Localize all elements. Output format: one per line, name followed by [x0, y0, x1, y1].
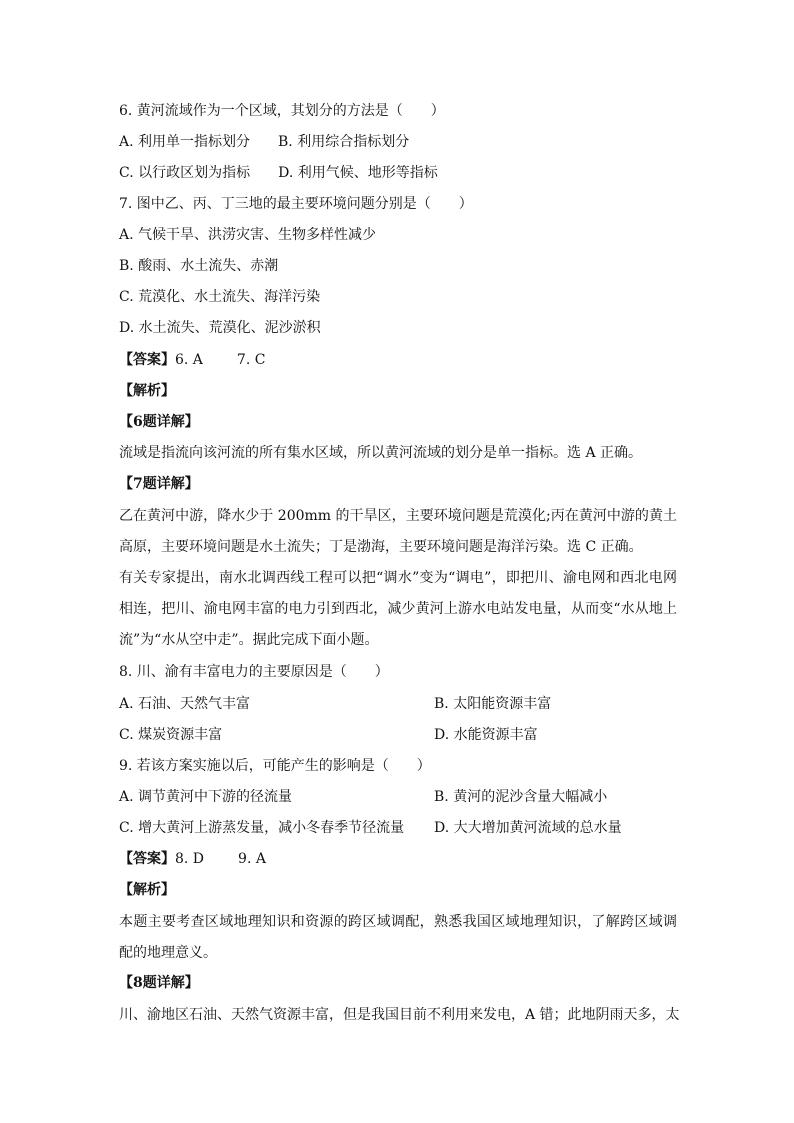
answer-8: 8. D	[175, 851, 205, 867]
detail-7-heading: 【7题详解】	[119, 476, 199, 492]
q7-option-d: D. 水土流失、荒漠化、泥沙淤积	[119, 320, 321, 336]
q9-option-a: A. 调节黄河中下游的径流量	[119, 789, 293, 805]
q9-option-d: D. 大大增加黄河流域的总水量	[434, 820, 622, 836]
answer-9: 9. A	[238, 851, 266, 867]
q7-option-c: C. 荒漠化、水土流失、海洋污染	[119, 289, 321, 305]
answer-label: 【答案】	[119, 352, 175, 368]
answer-7: 7. C	[236, 352, 266, 368]
q9-option-b: B. 黄河的泥沙含量大幅减小	[434, 789, 608, 805]
answer-line-2	[119, 849, 266, 869]
analysis-2-body: 本题主要考查区域地理知识和资源的跨区域调配，熟悉我国区域地理知识，了解跨区域调配的地理意义。	[119, 914, 677, 961]
q6-option-c: C. 以行政区划为指标	[119, 165, 251, 181]
q6-stem: 6. 黄河流域作为一个区域，其划分的方法是（ ）	[119, 103, 445, 119]
q6-options-row-1	[119, 132, 679, 152]
q6-options-row-2	[119, 163, 679, 183]
q9-stem: 9. 若该方案实施以后，可能产生的影响是（ ）	[119, 758, 431, 774]
q8-options-row-2	[119, 725, 679, 745]
detail-7-body: 乙在黄河中游，降水少于 200mm 的干旱区，主要环境问题是荒漠化;丙在黄河中游的黄土高原，主要环境问题是水土流失；丁是渤海，主要环境问题是海洋污染。选 C 正确。	[119, 508, 677, 555]
q9-options-row-1	[119, 787, 679, 807]
q7-option-b: B. 酸雨、水土流失、赤潮	[119, 258, 279, 274]
q6-option-b: B. 利用综合指标划分	[278, 134, 410, 150]
answer-6: 6. A	[175, 352, 203, 368]
analysis-heading-2: 【解析】	[119, 882, 175, 898]
analysis-heading-1: 【解析】	[119, 383, 175, 399]
q8-options-row-1	[119, 694, 679, 714]
q8-option-d: D. 水能资源丰富	[434, 727, 538, 743]
q7-stem: 7. 图中乙、丙、丁三地的最主要环境问题分别是（ ）	[119, 196, 473, 212]
q9-options-row-2	[119, 818, 679, 838]
q8-option-c: C. 煤炭资源丰富	[119, 727, 223, 743]
detail-6-body: 流域是指流向该河流的所有集水区域，所以黄河流域的划分是单一指标。选 A 正确。	[119, 445, 643, 461]
q8-option-b: B. 太阳能资源丰富	[434, 696, 552, 712]
q6-option-d: D. 利用气候、地形等指标	[278, 165, 438, 181]
q9-option-c: C. 增大黄河上游蒸发量，减小冬春季节径流量	[119, 820, 405, 836]
answer-label: 【答案】	[119, 851, 175, 867]
detail-8-heading: 【8题详解】	[119, 975, 199, 991]
detail-8-body: 川、渝地区石油、天然气资源丰富，但是我国目前不利用来发电，A 错；此地阴雨天多，太	[119, 1007, 680, 1023]
intro-paragraph: 有关专家提出，南水北调西线工程可以把“调水”变为“调电”，即把川、渝电网和西北电网相连，把川、渝电网丰富的电力引到西北，减少黄河上游水电站发电量，从而变“水从地上流”为“水从空中走”。据此完成下面小题。	[119, 570, 677, 648]
q7-option-a: A. 气候干旱、洪涝灾害、生物多样性减少	[119, 227, 377, 243]
answer-line-1	[119, 350, 265, 370]
detail-6-heading: 【6题详解】	[119, 414, 199, 430]
q8-option-a: A. 石油、天然气丰富	[119, 696, 251, 712]
q6-option-a: A. 利用单一指标划分	[119, 134, 251, 150]
q8-stem: 8. 川、渝有丰富电力的主要原因是（ ）	[119, 664, 389, 680]
